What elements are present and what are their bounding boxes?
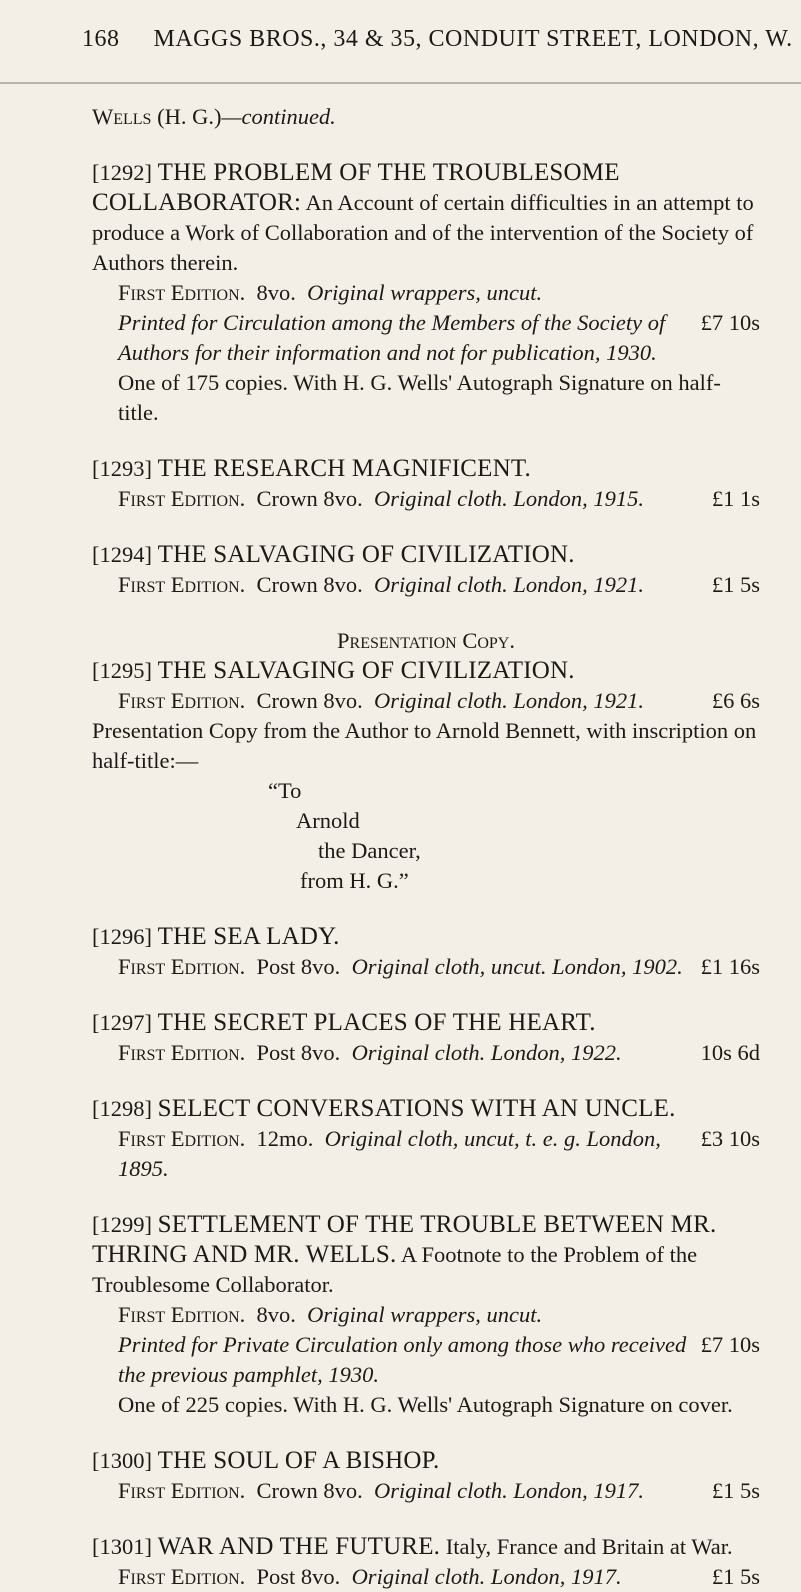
entry-title: THE PROBLEM OF THE TROUBLESOME COLLABORATOR: <box>92 159 620 216</box>
entry-number: [1295] <box>92 658 152 683</box>
entry-1298 <box>92 1094 760 1184</box>
entry-title: THE SECRET PLACES OF THE HEART. <box>157 1009 596 1036</box>
entry-price: £7 10s <box>700 1332 760 1357</box>
entry-title: THE SEA LADY. <box>157 923 340 950</box>
entry-1294 <box>92 540 760 600</box>
entry-price: £3 10s <box>700 1126 760 1151</box>
entry-printing-note: Printed for Circulation among the Members of the Society of Authors for their information and not for publication, 1930. <box>118 310 666 365</box>
entry-format: 8vo. <box>256 280 296 305</box>
entry-binding: Original cloth. London, 1921. <box>374 572 645 597</box>
entry-subtitle: A Footnote to the Problem of the Troublesome Collaborator. <box>92 1242 698 1297</box>
continued-label: —continued. <box>221 104 336 129</box>
author-heading <box>92 102 760 132</box>
entry-title: THE SALVAGING OF CIVILIZATION. <box>157 541 575 568</box>
entry-edition: First Edition. <box>118 1564 246 1589</box>
page-number: 168 <box>82 26 120 52</box>
entry-format: Post 8vo. <box>256 1564 341 1589</box>
entry-binding: Original wrappers, uncut. <box>307 1302 543 1327</box>
entry-1299 <box>92 1210 760 1420</box>
entry-number: [1301] <box>92 1534 152 1559</box>
inscription <box>268 776 760 896</box>
entry-format: 12mo. <box>256 1126 314 1151</box>
inscription-line: from H. G.” <box>300 868 409 893</box>
entry-1296 <box>92 922 760 982</box>
entry-note: One of 225 copies. With H. G. Wells' Autograph Signature on cover. <box>118 1392 733 1417</box>
entry-number: [1294] <box>92 542 152 567</box>
entry-binding: Original cloth. London, 1917. <box>374 1478 645 1503</box>
entry-format: Crown 8vo. <box>256 572 363 597</box>
entry-number: [1297] <box>92 1010 152 1035</box>
entry-price: £1 5s <box>711 1478 760 1503</box>
entry-subtitle: Italy, France and Britain at War. <box>445 1534 733 1559</box>
entry-1293 <box>92 454 760 514</box>
entry-binding: Original wrappers, uncut. <box>307 280 543 305</box>
entry-note: Presentation Copy from the Author to Arnold Bennett, with inscription on half-title:— <box>92 718 757 773</box>
entry-price: £7 10s <box>700 310 760 335</box>
header-rule <box>0 82 801 84</box>
entry-1301 <box>92 1532 760 1592</box>
inscription-line: “To <box>268 778 302 803</box>
entry-edition: First Edition. <box>118 1302 246 1327</box>
entry-title: SETTLEMENT OF THE TROUBLE BETWEEN MR. THRING AND MR. WELLS. <box>92 1211 717 1268</box>
entry-edition: First Edition. <box>118 280 246 305</box>
presentation-heading: Presentation Copy. <box>337 628 515 653</box>
entry-printing-note: Printed for Private Circulation only among those who received the previous pamphlet, 1930. <box>118 1332 687 1387</box>
entry-title: WAR AND THE FUTURE. <box>157 1533 441 1560</box>
entry-edition: First Edition. <box>118 572 246 597</box>
entry-price: £1 5s <box>711 1564 760 1589</box>
entry-title: SELECT CONVERSATIONS WITH AN UNCLE. <box>157 1095 676 1122</box>
page-header <box>82 26 793 53</box>
entry-1297 <box>92 1008 760 1068</box>
entry-1295 <box>92 656 760 896</box>
entry-number: [1296] <box>92 924 152 949</box>
entry-format: Post 8vo. <box>256 1040 341 1065</box>
entry-format: Crown 8vo. <box>256 688 363 713</box>
entry-edition: First Edition. <box>118 1126 246 1151</box>
entry-title: THE RESEARCH MAGNIFICENT. <box>157 455 531 482</box>
entry-format: Post 8vo. <box>256 954 341 979</box>
entry-number: [1292] <box>92 160 152 185</box>
entry-1300 <box>92 1446 760 1506</box>
entry-number: [1299] <box>92 1212 152 1237</box>
entry-binding: Original cloth. London, 1917. <box>351 1564 622 1589</box>
entry-subtitle: An Account of certain difficulties in an attempt to produce a Work of Collaboration and of the intervention of the Society of Authors therein. <box>92 190 754 275</box>
entry-format: 8vo. <box>256 1302 296 1327</box>
entry-binding: Original cloth. London, 1922. <box>351 1040 622 1065</box>
entry-format: Crown 8vo. <box>256 486 363 511</box>
entry-number: [1298] <box>92 1096 152 1121</box>
entry-title: THE SOUL OF A BISHOP. <box>157 1447 440 1474</box>
entry-note: One of 175 copies. With H. G. Wells' Autograph Signature on half-title. <box>118 370 721 425</box>
entry-format: Crown 8vo. <box>256 1478 363 1503</box>
entry-price: 10s 6d <box>700 1040 760 1065</box>
entry-price: £6 6s <box>711 688 760 713</box>
entry-price: £1 1s <box>711 486 760 511</box>
entry-binding: Original cloth. London, 1921. <box>374 688 645 713</box>
entry-price: £1 5s <box>711 572 760 597</box>
entry-1292 <box>92 158 760 428</box>
catalogue-content <box>92 102 760 1592</box>
inscription-line: Arnold <box>296 808 360 833</box>
entry-edition: First Edition. <box>118 1040 246 1065</box>
inscription-line: the Dancer, <box>318 838 421 863</box>
entry-price: £1 16s <box>700 954 760 979</box>
entry-edition: First Edition. <box>118 954 246 979</box>
entry-edition: First Edition. <box>118 486 246 511</box>
entry-binding: Original cloth, uncut. London, 1902. <box>351 954 683 979</box>
entry-title: THE SALVAGING OF CIVILIZATION. <box>157 657 575 684</box>
running-title: MAGGS BROS., 34 & 35, CONDUIT STREET, LONDON, W. <box>153 26 793 52</box>
entry-number: [1293] <box>92 456 152 481</box>
author-name: Wells (H. G.) <box>92 104 222 129</box>
entry-number: [1300] <box>92 1448 152 1473</box>
entry-edition: First Edition. <box>118 1478 246 1503</box>
entry-edition: First Edition. <box>118 688 246 713</box>
entry-binding: Original cloth, uncut, t. e. g. London, 1895. <box>118 1126 661 1181</box>
entry-binding: Original cloth. London, 1915. <box>374 486 645 511</box>
